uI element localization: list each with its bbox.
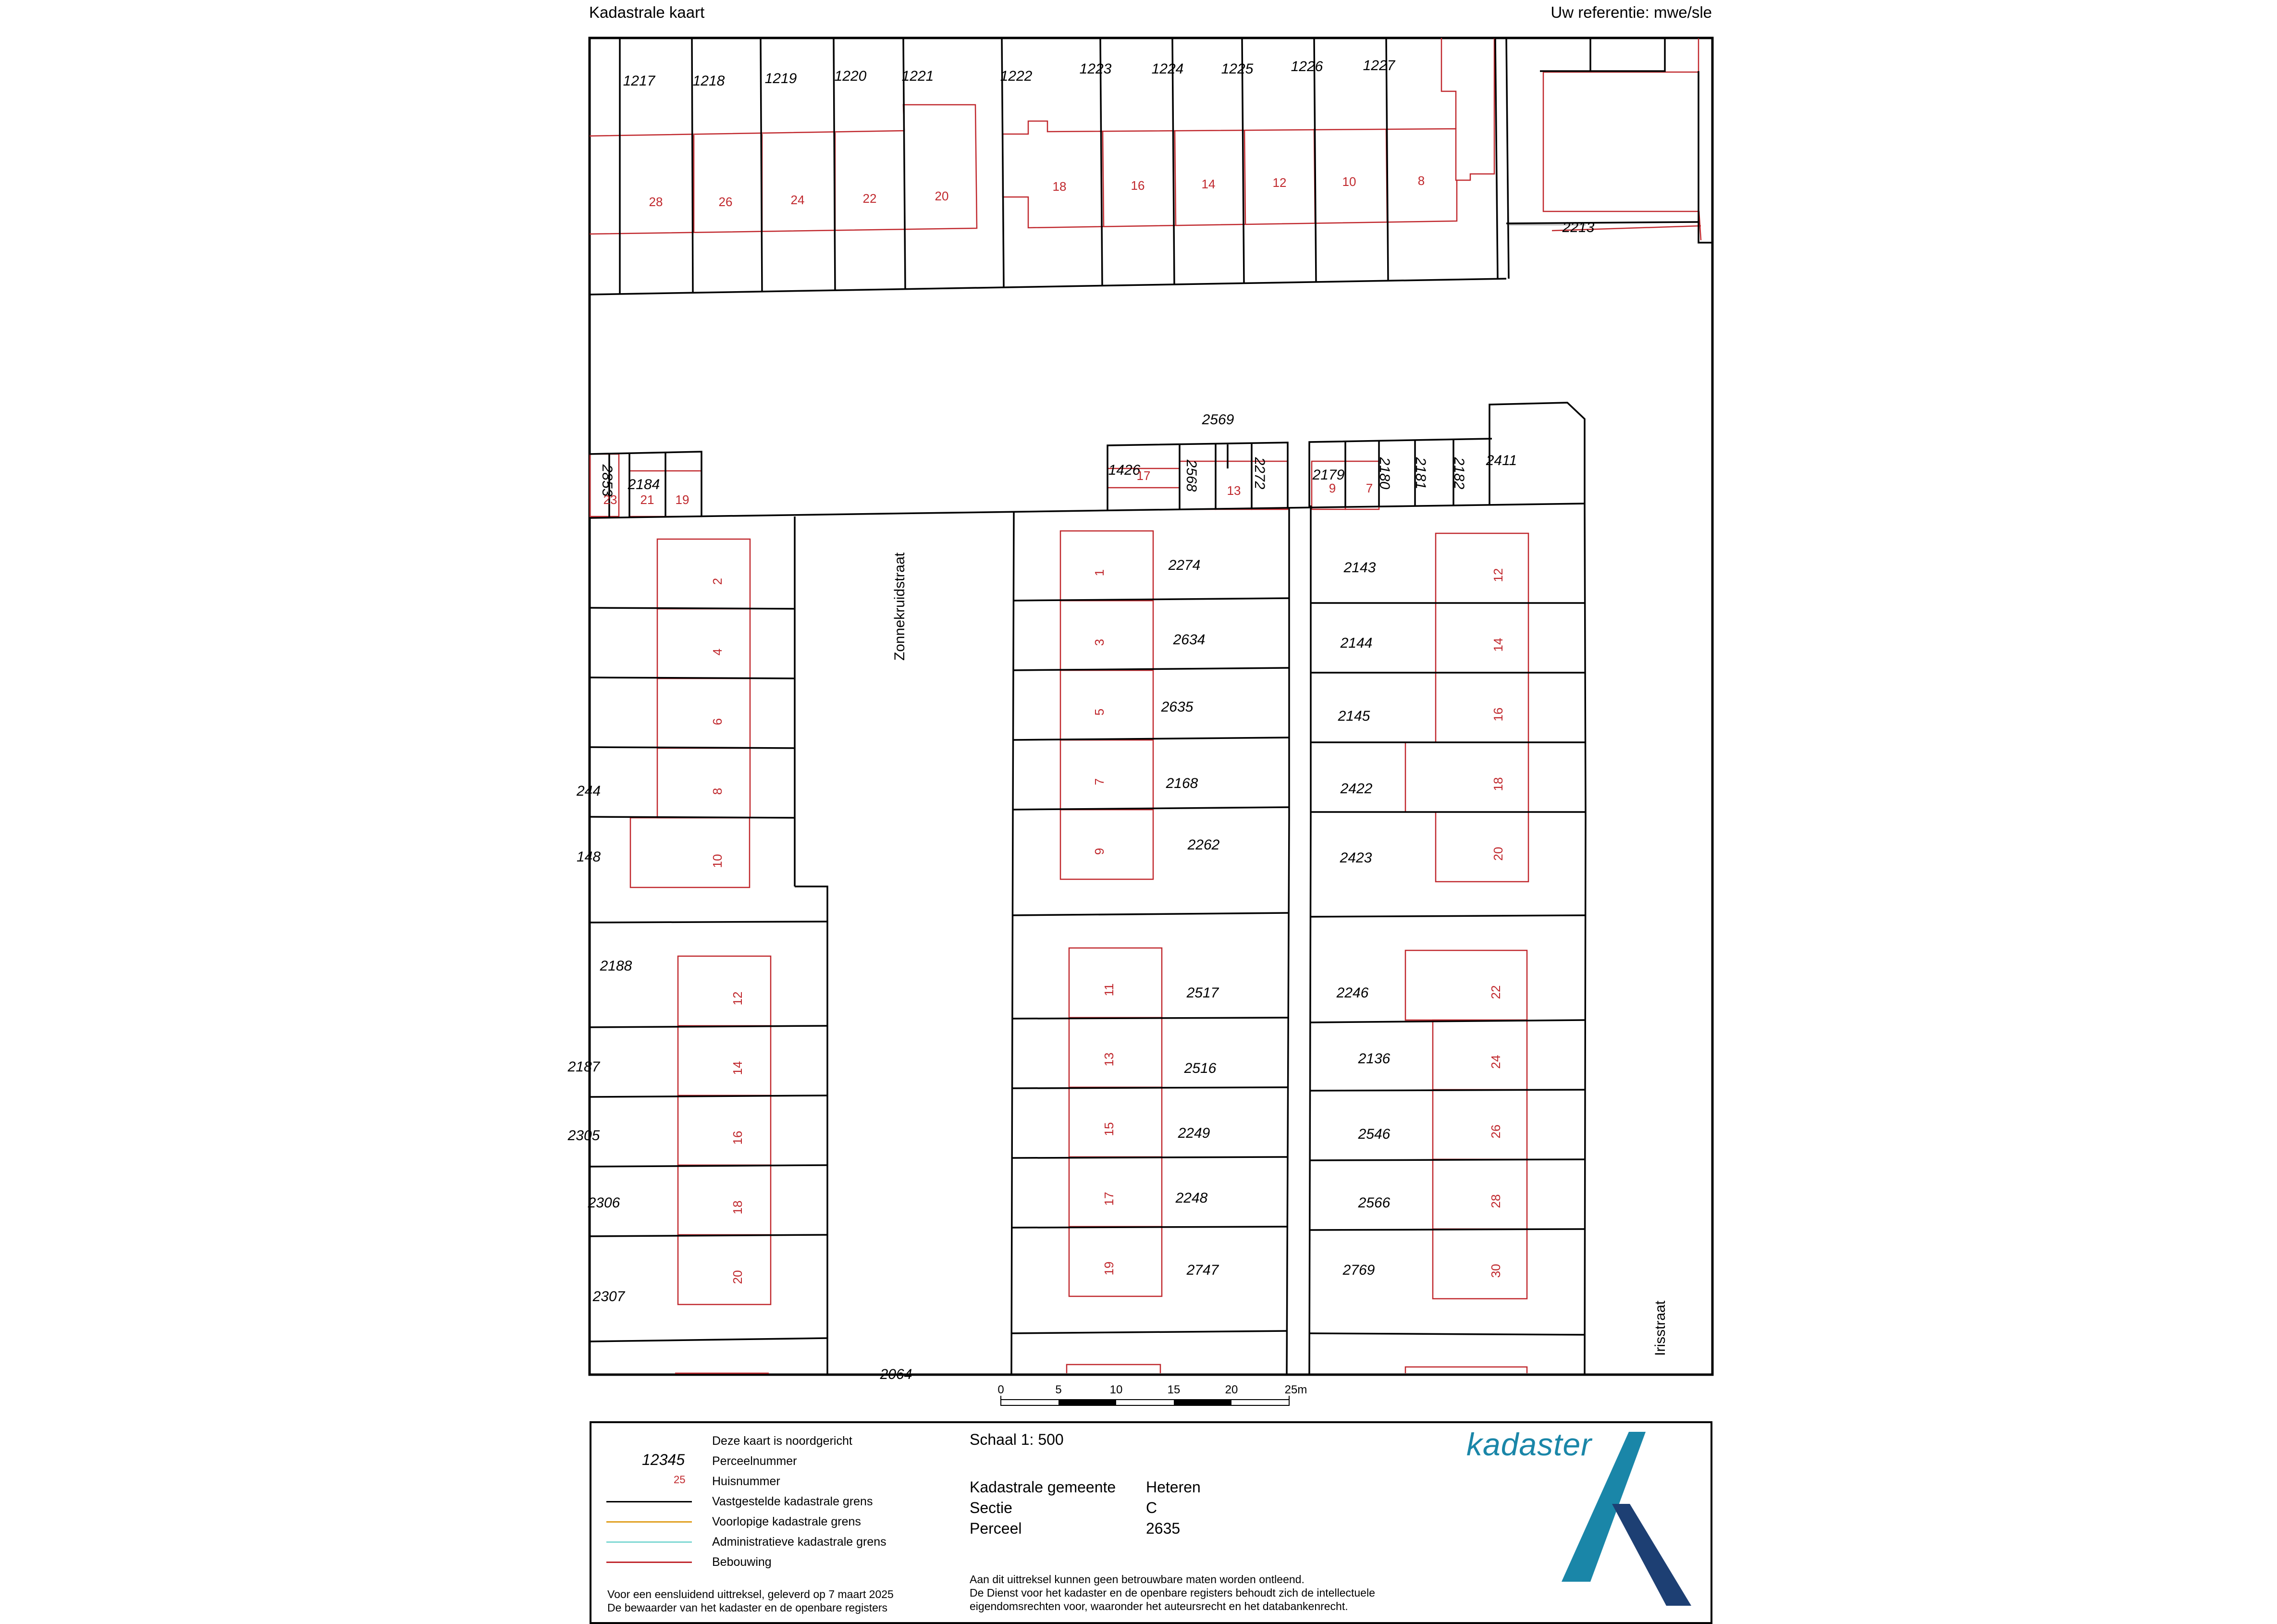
parcel-label-2182: 2182 bbox=[1451, 457, 1467, 490]
parcel-label-2517: 2517 bbox=[1186, 984, 1219, 1001]
parcel-label-2248: 2248 bbox=[1175, 1190, 1208, 1206]
map-title: Kadastrale kaart bbox=[589, 3, 705, 21]
parcel-label-2168: 2168 bbox=[1166, 775, 1198, 791]
parcel-label-2423: 2423 bbox=[1340, 849, 1372, 866]
parcel-label-2769: 2769 bbox=[1342, 1262, 1375, 1278]
legend-admin-border-line bbox=[606, 1541, 692, 1543]
house-number-23: 23 bbox=[603, 492, 617, 507]
house-number-22: 22 bbox=[1488, 985, 1503, 999]
scale-tick-label: 25m bbox=[1284, 1383, 1307, 1396]
parcel-label-148: 148 bbox=[576, 849, 601, 865]
parcel-label-2274: 2274 bbox=[1168, 557, 1201, 573]
parcel-label-2411: 2411 bbox=[1486, 452, 1517, 468]
scale-tick-label: 15 bbox=[1167, 1383, 1181, 1396]
house-number-14: 14 bbox=[1201, 176, 1216, 191]
house-number-9: 9 bbox=[1329, 480, 1336, 495]
scale-tick-label: 0 bbox=[997, 1383, 1004, 1396]
map-frame bbox=[590, 38, 1712, 1375]
parcel-label-2136: 2136 bbox=[1358, 1050, 1391, 1067]
building-top-east bbox=[1003, 38, 1494, 180]
parcel-label-2853: 2853 bbox=[599, 464, 615, 497]
house-number-5: 5 bbox=[1092, 708, 1107, 716]
middle-north-border bbox=[590, 504, 1585, 518]
house-number-7: 7 bbox=[1366, 480, 1373, 495]
scale-bar bbox=[997, 1383, 1307, 1405]
house-number-18: 18 bbox=[1490, 777, 1505, 791]
house-number-26: 26 bbox=[1488, 1124, 1503, 1139]
house-number-20: 20 bbox=[1490, 847, 1505, 861]
parcel-label-2568: 2568 bbox=[1183, 459, 1200, 492]
parcel-label-2143: 2143 bbox=[1343, 559, 1376, 576]
disclaimer-1: Aan dit uittreksel kunnen geen betrouwbare maten worden ontleend. bbox=[970, 1573, 1305, 1586]
parcel-label-2181: 2181 bbox=[1413, 457, 1429, 490]
house-number-26: 26 bbox=[718, 194, 733, 209]
street-irisstraat: Irisstraat bbox=[1652, 1300, 1668, 1356]
legend-fixed-border: Vastgestelde kadastrale grens bbox=[712, 1495, 873, 1508]
legend-building: Bebouwing bbox=[712, 1555, 772, 1569]
legend-provisional-border-line bbox=[606, 1521, 692, 1523]
house-number-16: 16 bbox=[1490, 707, 1505, 722]
parcel-label-2179: 2179 bbox=[1312, 467, 1345, 483]
kadaster-logo-icon bbox=[1552, 1432, 1696, 1610]
house-number-18: 18 bbox=[1052, 179, 1067, 194]
street-zonnekruidstraat: Zonnekruidstraat bbox=[892, 552, 908, 661]
house-number-19: 19 bbox=[675, 492, 689, 507]
parcel-label-1222: 1222 bbox=[1000, 68, 1033, 84]
parcel-label-1218: 1218 bbox=[692, 73, 725, 89]
house-number-6: 6 bbox=[710, 718, 725, 726]
extract-note-2: De bewaarder van het kadaster en de openbare registers bbox=[607, 1601, 888, 1614]
house-number-10: 10 bbox=[710, 854, 725, 868]
legend-parcel-sample: 12345 bbox=[642, 1451, 685, 1468]
legend-house-label: Huisnummer bbox=[712, 1475, 780, 1488]
parcel-label-2184: 2184 bbox=[628, 476, 660, 492]
parcel-label-1225: 1225 bbox=[1221, 61, 1254, 77]
kadaster-logo-text: kadaster bbox=[1466, 1427, 1592, 1462]
parcel-label-2272: 2272 bbox=[1252, 457, 1268, 490]
scale-tick-label: 20 bbox=[1225, 1383, 1238, 1396]
house-number-12: 12 bbox=[730, 991, 745, 1006]
parcel-label-1226: 1226 bbox=[1291, 58, 1323, 74]
parcel-label-1221: 1221 bbox=[901, 68, 934, 84]
legend-provisional-border: Voorlopige kadastrale grens bbox=[712, 1515, 861, 1528]
parcel-label-2634: 2634 bbox=[1173, 631, 1206, 648]
house-number-17: 17 bbox=[1101, 1192, 1116, 1206]
house-number-16: 16 bbox=[730, 1131, 745, 1145]
parcel-label-2145: 2145 bbox=[1338, 708, 1370, 724]
extract-note-1: Voor een eensluidend uittreksel, geleverd op 7 maart 2025 bbox=[607, 1588, 894, 1600]
house-number-30: 30 bbox=[1488, 1264, 1503, 1278]
parcel-boundaries bbox=[590, 38, 1712, 1374]
parcel-label-2306: 2306 bbox=[588, 1194, 620, 1211]
parcel-label-2213: 2213 bbox=[1562, 219, 1595, 235]
house-number-14: 14 bbox=[730, 1061, 745, 1075]
house-number-12: 12 bbox=[1272, 175, 1287, 190]
parcel-label-2516: 2516 bbox=[1184, 1060, 1217, 1076]
top-row-south-border bbox=[590, 279, 1506, 295]
parcel-label-2635: 2635 bbox=[1161, 699, 1194, 715]
legend-building-line bbox=[606, 1562, 692, 1563]
house-number-14: 14 bbox=[1490, 638, 1505, 652]
disclaimer-2: De Dienst voor het kadaster en de openbare registers behoudt zich de intellectuele bbox=[970, 1587, 1375, 1599]
reference-text: Uw referentie: mwe/sle bbox=[1551, 3, 1712, 21]
legend-fixed-border-line bbox=[606, 1501, 692, 1502]
parcel-label-2569: 2569 bbox=[1202, 411, 1234, 428]
parcel-label-2064: 2064 bbox=[880, 1366, 912, 1382]
parcel-label-2246: 2246 bbox=[1336, 984, 1369, 1001]
house-number-3: 3 bbox=[1092, 639, 1107, 646]
parcel-label-1217: 1217 bbox=[623, 73, 655, 89]
house-number-1: 1 bbox=[1092, 569, 1107, 577]
legend-north: Deze kaart is noordgericht bbox=[712, 1434, 852, 1448]
parcel-label-2249: 2249 bbox=[1178, 1125, 1210, 1141]
scale-tick-label: 5 bbox=[1055, 1383, 1062, 1396]
house-number-17: 17 bbox=[1136, 468, 1151, 483]
house-number-9: 9 bbox=[1092, 848, 1107, 855]
house-number-13: 13 bbox=[1227, 483, 1241, 498]
parcel-label-2305: 2305 bbox=[567, 1127, 600, 1144]
house-number-13: 13 bbox=[1101, 1052, 1116, 1067]
scale-tick-label: 10 bbox=[1109, 1383, 1123, 1396]
house-number-16: 16 bbox=[1131, 178, 1145, 193]
perceel-label: Perceel bbox=[970, 1520, 1022, 1537]
scale-text: Schaal 1: 500 bbox=[970, 1431, 1064, 1448]
parcel-label-1223: 1223 bbox=[1079, 61, 1112, 77]
house-number-24: 24 bbox=[790, 192, 805, 207]
gemeente-label: Kadastrale gemeente bbox=[970, 1478, 1116, 1496]
building-top-west bbox=[590, 105, 977, 234]
parcel-label-2187: 2187 bbox=[567, 1058, 600, 1075]
parcel-label-2180: 2180 bbox=[1377, 457, 1393, 490]
house-number-28: 28 bbox=[649, 194, 663, 209]
disclaimer-3: eigendomsrechten voor, waaronder het auteursrecht en het databankenrecht. bbox=[970, 1600, 1348, 1612]
house-number-24: 24 bbox=[1488, 1055, 1503, 1069]
parcel-label-2188: 2188 bbox=[600, 958, 632, 974]
house-number-18: 18 bbox=[730, 1200, 745, 1215]
parcel-label-1220: 1220 bbox=[834, 68, 867, 84]
house-number-19: 19 bbox=[1101, 1261, 1116, 1276]
perceel-value: 2635 bbox=[1146, 1520, 1181, 1537]
legend-parcel-label: Perceelnummer bbox=[712, 1454, 797, 1468]
parcel-label-1224: 1224 bbox=[1151, 61, 1184, 77]
house-number-22: 22 bbox=[862, 191, 877, 206]
house-number-20: 20 bbox=[730, 1270, 745, 1284]
parcel-label-244: 244 bbox=[576, 783, 601, 799]
house-number-28: 28 bbox=[1488, 1194, 1503, 1208]
house-number-11: 11 bbox=[1101, 983, 1116, 997]
parcel-label-2747: 2747 bbox=[1186, 1262, 1219, 1278]
parcel-label-2422: 2422 bbox=[1340, 780, 1373, 797]
parcel-label-2262: 2262 bbox=[1187, 837, 1220, 853]
house-number-12: 12 bbox=[1490, 568, 1505, 582]
sectie-label: Sectie bbox=[970, 1499, 1012, 1516]
parcel-label-2144: 2144 bbox=[1340, 635, 1373, 651]
house-number-21: 21 bbox=[640, 492, 654, 507]
house-number-15: 15 bbox=[1101, 1122, 1116, 1136]
house-number-20: 20 bbox=[935, 188, 949, 203]
gemeente-value: Heteren bbox=[1146, 1478, 1201, 1496]
house-number-4: 4 bbox=[710, 648, 725, 656]
legend-admin-border: Administratieve kadastrale grens bbox=[712, 1535, 886, 1549]
house-number-7: 7 bbox=[1092, 778, 1107, 786]
sectie-value: C bbox=[1146, 1499, 1157, 1516]
building-outlines bbox=[590, 38, 1701, 1373]
house-number-labels bbox=[603, 173, 1505, 1284]
parcel-label-2546: 2546 bbox=[1358, 1126, 1391, 1142]
parcel-label-2307: 2307 bbox=[592, 1288, 625, 1304]
house-number-2: 2 bbox=[710, 578, 725, 585]
parcel-label-1426: 1426 bbox=[1108, 462, 1141, 478]
parcel-label-2566: 2566 bbox=[1358, 1194, 1391, 1211]
legend-house-sample: 25 bbox=[674, 1474, 686, 1486]
house-number-8: 8 bbox=[1417, 173, 1425, 188]
house-number-10: 10 bbox=[1342, 174, 1356, 189]
house-number-8: 8 bbox=[710, 787, 725, 795]
parcel-label-1227: 1227 bbox=[1363, 57, 1395, 74]
parcel-label-1219: 1219 bbox=[764, 70, 797, 86]
